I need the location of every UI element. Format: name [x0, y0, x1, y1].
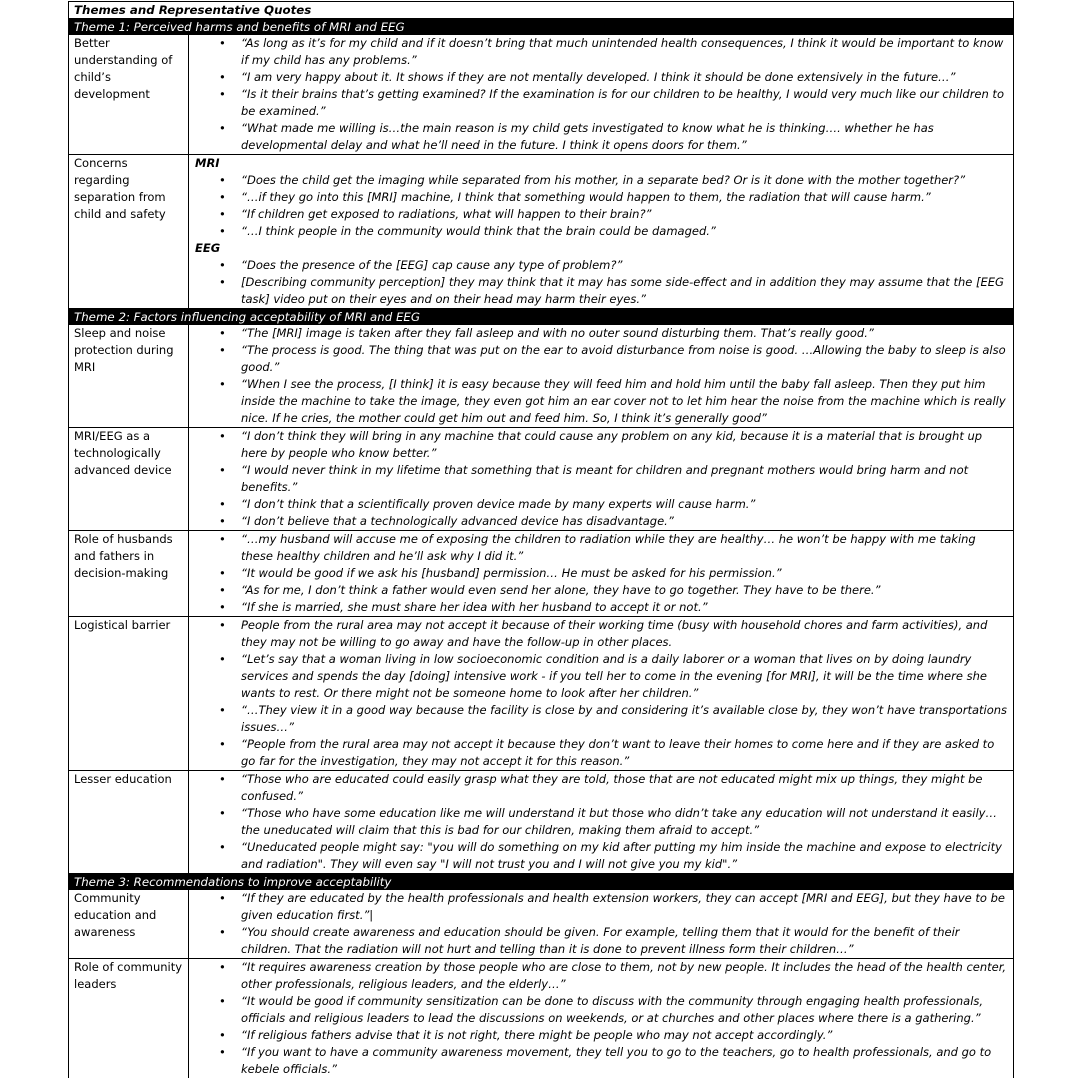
- row-label: Role of community leaders: [69, 959, 189, 1078]
- quote-item: • “The [MRI] image is taken after they fall asleep and with no outer sound disturbing them. That’s really good.”: [193, 325, 1009, 342]
- quote-item: • “I am very happy about it. It shows if they are not mentally developed. I think it should be done extensively in the future…”: [193, 69, 1009, 86]
- quote-item: • “I don’t think they will bring in any machine that could cause any problem on any kid, because it is a material that is brought up here by people who know better.”: [193, 428, 1009, 462]
- quote-item: • “Does the child get the imaging while separated from his mother, in a separate bed? Or is it done with the mother together?”: [193, 172, 1009, 189]
- quotes-cell: [189, 531, 1013, 616]
- theme-header: Theme 2: Factors influencing acceptability of MRI and EEG: [69, 309, 1013, 325]
- quote-item: • “Does the presence of the [EEG] cap cause any type of problem?”: [193, 257, 1009, 274]
- quote-item: • “If religious fathers advise that it is not right, there might be people who may not accept accordingly.”: [193, 1027, 1009, 1044]
- themes-quotes-table: [68, 1, 1014, 1078]
- row-label: Community education and awareness: [69, 890, 189, 958]
- row-label: MRI/EEG as a technologically advanced device: [69, 428, 189, 530]
- quote-item: • “The process is good. The thing that was put on the ear to avoid disturbance from noise is good. …Allowing the baby to sleep is also good.”: [193, 342, 1009, 376]
- table-row: [69, 531, 1013, 617]
- quote-item: • [Describing community perception] they may think that it may has some side-effect and in addition they may assume that the [EEG task] video put on their eyes and on their head may harm their eyes.”: [193, 274, 1009, 308]
- quote-list: [193, 428, 1009, 530]
- quote-item: • “As for me, I don’t think a father would even send her alone, they have to go together. They have to be there.”: [193, 582, 1009, 599]
- table-title: Themes and Representative Quotes: [69, 2, 1013, 19]
- quote-item: • “People from the rural area may not accept it because they don’t want to leave their homes to come here and if they are asked to go far for the investigation, they may not accept it for this reason.”: [193, 736, 1009, 770]
- subgroup-heading: MRI: [195, 156, 220, 170]
- quotes-cell: [189, 325, 1013, 427]
- quote-item: • “If children get exposed to radiations, what will happen to their brain?”: [193, 206, 1009, 223]
- quote-list: [193, 531, 1009, 616]
- quote-item: • “Uneducated people might say: "you will do something on my kid after putting my him inside the machine and expose to electricity and radiation". They will even say "I will not trust you and I will not give you my kid".”: [193, 839, 1009, 873]
- row-label: Better understanding of child’s development: [69, 35, 189, 154]
- quote-list: [193, 257, 1009, 308]
- quote-item: • “I don’t believe that a technologically advanced device has disadvantage.”: [193, 513, 1009, 530]
- quote-list: [193, 35, 1009, 154]
- table-row: [69, 959, 1013, 1078]
- quote-list: [193, 325, 1009, 427]
- quote-list: [193, 959, 1009, 1078]
- quote-item: • “…They view it in a good way because the facility is close by and considering it’s available close by, they won’t have transportations issues…”: [193, 702, 1009, 736]
- quote-list: [193, 617, 1009, 770]
- quote-item: • “Is it their brains that’s getting examined? If the examination is for our children to be healthy, I would very much like our children to be examined.”: [193, 86, 1009, 120]
- quotes-cell: [189, 155, 1013, 308]
- table-row: [69, 325, 1013, 428]
- quotes-cell: [189, 617, 1013, 770]
- table-row: [69, 617, 1013, 771]
- quotes-cell: [189, 959, 1013, 1078]
- quote-item: • “…my husband will accuse me of exposing the children to radiation while they are healthy… he won’t be happy with me taking these healthy children and he’ll ask why I did it.”: [193, 531, 1009, 565]
- quotes-cell: [189, 428, 1013, 530]
- quote-item: • “As long as it’s for my child and if it doesn’t bring that much unintended health consequences, I think it would be important to know if my child has any problems.”: [193, 35, 1009, 69]
- subgroup-heading: EEG: [195, 241, 221, 255]
- table-row: [69, 890, 1013, 959]
- quote-item: • “Those who have some education like me will understand it but those who didn’t take any education will not understand it easily…the uneducated will claim that this is bad for our children, making them afraid to accept.”: [193, 805, 1009, 839]
- table-row: [69, 428, 1013, 531]
- quote-item: • People from the rural area may not accept it because of their working time (busy with household chores and farm activities), and they may not be willing to go away and have the follow-up in other places.: [193, 617, 1009, 651]
- quotes-cell: [189, 771, 1013, 873]
- quote-item: • “Those who are educated could easily grasp what they are told, those that are not educated might mix up things, they might be confused.”: [193, 771, 1009, 805]
- quote-list: [193, 172, 1009, 240]
- quote-item: • “When I see the process, [I think] it is easy because they will feed him and hold him until the baby fall asleep. Then they put him inside the machine to take the image, they even got him an ear cover not to let him hear the noise from the machine which is really nice. If he cries, the mother could get him out and feed him. So, I think it’s generally good”: [193, 376, 1009, 427]
- quotes-cell: [189, 35, 1013, 154]
- quote-item: • “If you want to have a community awareness movement, they tell you to go to the teachers, go to health professionals, and go to kebele officials.”: [193, 1044, 1009, 1078]
- row-label: Lesser education: [69, 771, 189, 873]
- quote-item: • “Let’s say that a woman living in low socioeconomic condition and is a daily laborer or a woman that lives on by doing laundry services and spends the day [doing] intensive work - if you tell her to come in the evening [for MRI], it will be the time where she wants to rest. Or there might not be someone home to look after her children.”: [193, 651, 1009, 702]
- quote-list: [193, 771, 1009, 873]
- table-row: [69, 35, 1013, 155]
- quote-item: • “…if they go into this [MRI] machine, I think that something would happen to them, the radiation that will cause harm.”: [193, 189, 1009, 206]
- quotes-cell: [189, 890, 1013, 958]
- quote-item: • “It would be good if community sensitization can be done to discuss with the community through engaging health professionals, officials and religious leaders to lead the discussions on weekends, or at churches and other places where there is a gathering.”: [193, 993, 1009, 1027]
- quote-item: • “It requires awareness creation by those people who are close to them, not by new people. It includes the head of the health center, other professionals, religious leaders, and the elderly…”: [193, 959, 1009, 993]
- quote-item: • “You should create awareness and education should be given. For example, telling them that it would for the benefit of their children. That the radiation will not hurt and telling than it is done to prevent illness form their children…”: [193, 924, 1009, 958]
- theme-header: Theme 1: Perceived harms and benefits of MRI and EEG: [69, 19, 1013, 35]
- quote-item: • “I don’t think that a scientifically proven device made by many experts will cause harm.”: [193, 496, 1009, 513]
- quote-item: • “If they are educated by the health professionals and health extension workers, they can accept [MRI and EEG], but they have to be given education first.”|: [193, 890, 1009, 924]
- theme-header: Theme 3: Recommendations to improve acceptability: [69, 874, 1013, 890]
- row-label: Concerns regarding separation from child and safety: [69, 155, 189, 308]
- table-row: [69, 771, 1013, 874]
- quote-item: • “…I think people in the community would think that the brain could be damaged.”: [193, 223, 1009, 240]
- quote-item: • “If she is married, she must share her idea with her husband to accept it or not.”: [193, 599, 1009, 616]
- row-label: Sleep and noise protection during MRI: [69, 325, 189, 427]
- row-label: Role of husbands and fathers in decision-making: [69, 531, 189, 616]
- quote-item: • “I would never think in my lifetime that something that is meant for children and pregnant mothers would bring harm and not benefits.”: [193, 462, 1009, 496]
- table-row: [69, 155, 1013, 309]
- quote-list: [193, 890, 1009, 958]
- row-label: Logistical barrier: [69, 617, 189, 770]
- quote-item: • “What made me willing is…the main reason is my child gets investigated to know what he is thinking…. whether he has developmental delay and what he’ll need in the future. I think it opens doors for them.”: [193, 120, 1009, 154]
- quote-item: • “It would be good if we ask his [husband] permission… He must be asked for his permission.”: [193, 565, 1009, 582]
- table-body: [69, 19, 1013, 1078]
